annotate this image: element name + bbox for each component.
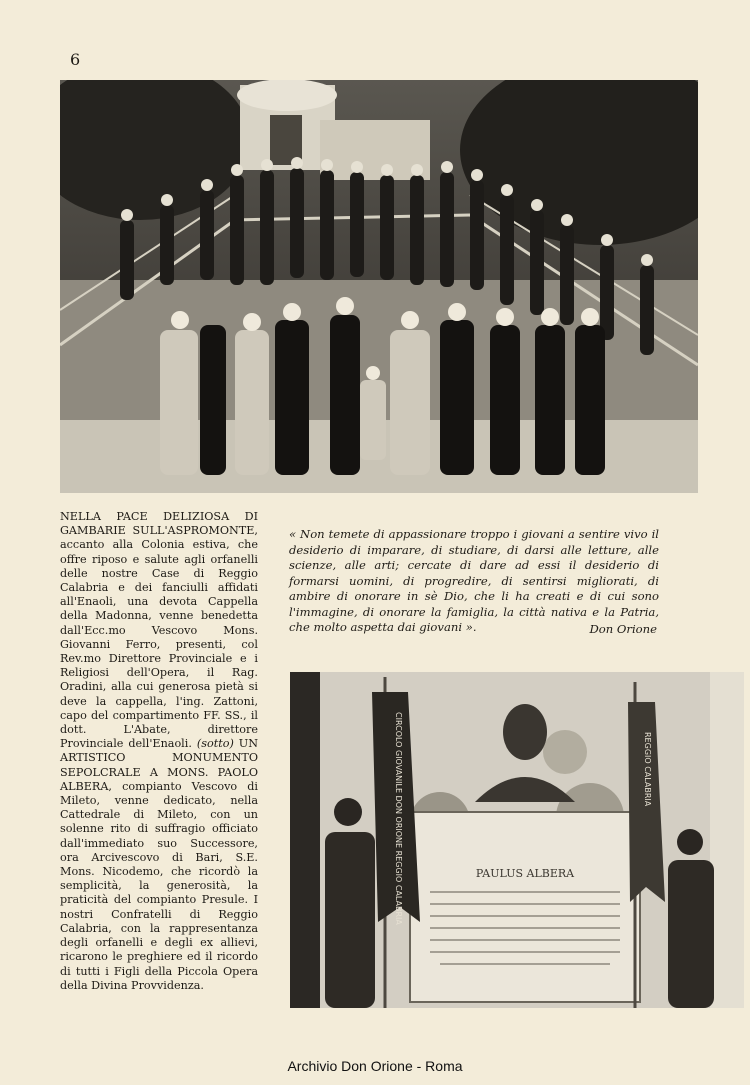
- banner-right-text: REGGIO CALABRIA: [643, 732, 652, 807]
- banner-left-text: CIRCOLO GIOVANILE DON ORIONE REGGIO CALABRIA: [394, 712, 403, 925]
- article-paragraph-1: accanto alla Colonia estiva, che offre riposo e salute agli orfanelli delle nostre Case di Reggio Calabria e dei fanciulli affidati all'Enaoli, una devota Cappella della Madonna, venne benedetta dall'Ecc.mo Vescovo Mons. Giovanni Ferro, presenti, col Rev.mo Direttore Provinciale e i Religiosi dell'Opera, il Rag. Oradini, alla cui generosa pietà si deve la cappella, l'ing. Zattoni, capo del compartimento FF. SS., il dott. L'Abate, direttore Provinciale dell'Enaoli.: [60, 538, 258, 751]
- article-paragraph-2: compianto Vescovo di Mileto, venne dedicato, nella Cattedrale di Mileto, con un solenne rito di suffragio officiato dall'immediato suo Successore, ora Arcivescovo di Bari, S.E. Mons. Nicodemo, che ricordò la semplicità, la generosità, la praticità del compianto Presule. I nostri Confratelli di Reggio Calabria, con la rappresentanza degli orfanelli e degli ex allievi, ricarono le preghiere ed il ricordo di tutti i Figli della Piccola Opera della Divina Provvidenza.: [60, 779, 258, 992]
- archive-footer: Archivio Don Orione - Roma: [287, 1058, 463, 1074]
- article-lead-2: UN ARTISTICO MONUMENTO SEPOLCRALE A MONS. PAOLO ALBERA,: [60, 737, 258, 793]
- article-sotto: (sotto): [196, 737, 234, 751]
- page-number: 6: [70, 50, 81, 69]
- don-orione-quote: « Non temete di appassionare troppo i giovani a sentire vivo il desiderio di imparare, di studiare, di darsi alle letture, alle scienze, alle arti; cercate di dare ad essi il desiderio di formarsi uomini, di progredire, di sentirsi migliorati, di ambire di onorare in sè Dio, che li ha creati e di cui sono l'immagine, di onorare la famiglia, la città nativa e la Patria, che molto aspetta dai giovani ».: [289, 527, 659, 634]
- article-lead: NELLA PACE DELIZIOSA DI GAMBARIE SULL'ASPROMONTE,: [60, 510, 258, 538]
- group-photo-chapel: [60, 80, 698, 493]
- quote-author: Don Orione: [589, 622, 657, 636]
- bust-monument-photo: [290, 672, 744, 1008]
- plaque-name: PAULUS ALBERA: [475, 867, 575, 880]
- article-caption: [60, 510, 258, 993]
